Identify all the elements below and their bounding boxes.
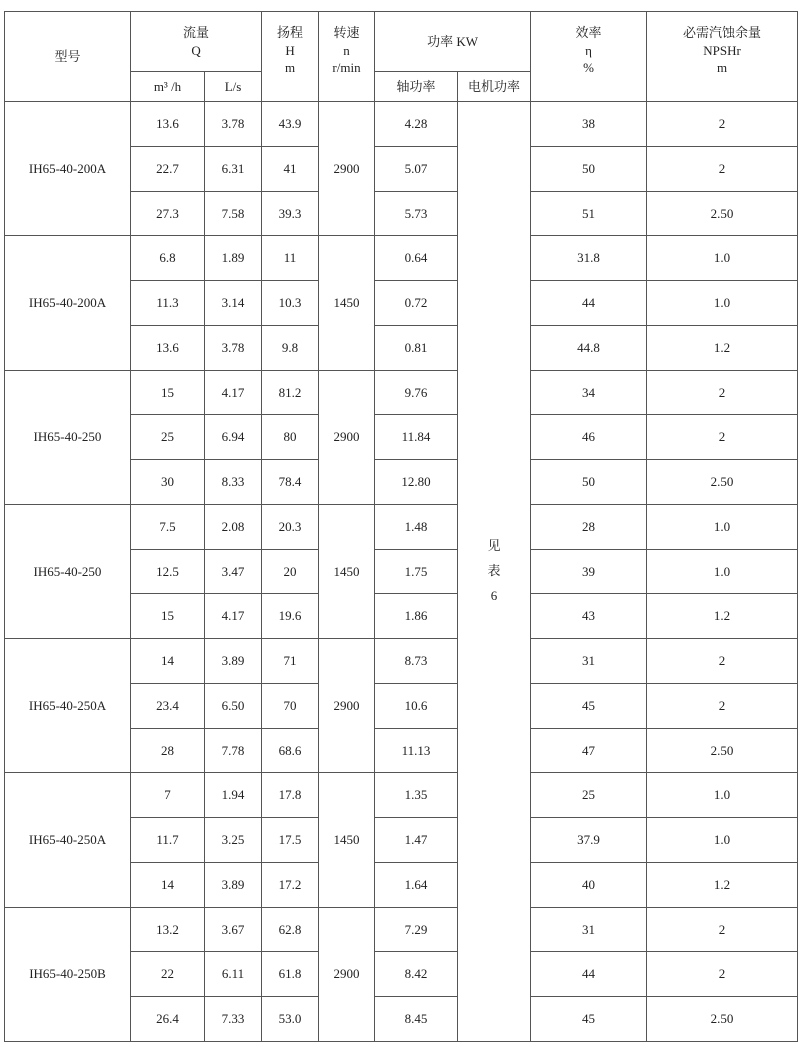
flow-m3h-cell: 25 [131, 415, 205, 460]
header-power: 功率 KW [375, 12, 531, 72]
efficiency-cell: 45 [531, 683, 647, 728]
head-cell: 39.3 [262, 191, 319, 236]
flow-m3h-cell: 15 [131, 594, 205, 639]
efficiency-cell: 44 [531, 281, 647, 326]
motor-power-note [458, 102, 531, 1042]
npsh-cell: 1.2 [647, 862, 798, 907]
header-shaft-power: 轴功率 [375, 72, 458, 102]
shaft-power-cell: 1.64 [375, 862, 458, 907]
flow-ls-cell: 3.67 [205, 907, 262, 952]
efficiency-cell: 31 [531, 907, 647, 952]
flow-ls-cell: 3.14 [205, 281, 262, 326]
header-speed-unit: r/min [332, 60, 361, 76]
head-cell: 10.3 [262, 281, 319, 326]
shaft-power-cell: 5.73 [375, 191, 458, 236]
model-cell: IH65-40-200A [5, 236, 131, 370]
head-cell: 17.5 [262, 818, 319, 863]
flow-ls-cell: 7.78 [205, 728, 262, 773]
flow-ls-cell: 6.31 [205, 146, 262, 191]
header-flow-label: 流量 [183, 24, 210, 40]
efficiency-cell: 34 [531, 370, 647, 415]
flow-ls-cell: 3.47 [205, 549, 262, 594]
npsh-cell: 2 [647, 907, 798, 952]
shaft-power-cell: 0.81 [375, 325, 458, 370]
header-flow [131, 12, 262, 72]
npsh-cell: 2 [647, 370, 798, 415]
npsh-cell: 2 [647, 683, 798, 728]
speed-cell: 2900 [319, 907, 375, 1042]
table-row [5, 504, 798, 549]
flow-ls-cell: 7.58 [205, 191, 262, 236]
npsh-cell: 1.0 [647, 236, 798, 281]
flow-ls-cell: 2.08 [205, 504, 262, 549]
shaft-power-cell: 11.84 [375, 415, 458, 460]
speed-cell: 2900 [319, 370, 375, 504]
flow-ls-cell: 6.11 [205, 952, 262, 997]
flow-m3h-cell: 22 [131, 952, 205, 997]
motor-power-note-char: 6 [490, 587, 498, 603]
npsh-cell: 1.2 [647, 594, 798, 639]
header-head-unit: m [284, 60, 296, 76]
efficiency-cell: 28 [531, 504, 647, 549]
flow-m3h-cell: 27.3 [131, 191, 205, 236]
npsh-cell: 2 [647, 952, 798, 997]
efficiency-cell: 38 [531, 102, 647, 147]
head-cell: 61.8 [262, 952, 319, 997]
shaft-power-cell: 10.6 [375, 683, 458, 728]
efficiency-cell: 47 [531, 728, 647, 773]
npsh-cell: 2.50 [647, 997, 798, 1042]
head-cell: 9.8 [262, 325, 319, 370]
efficiency-cell: 37.9 [531, 818, 647, 863]
efficiency-cell: 43 [531, 594, 647, 639]
shaft-power-cell: 0.72 [375, 281, 458, 326]
shaft-power-cell: 1.48 [375, 504, 458, 549]
motor-power-note-char: 表 [487, 563, 501, 579]
head-cell: 43.9 [262, 102, 319, 147]
flow-m3h-cell: 22.7 [131, 146, 205, 191]
flow-m3h-cell: 28 [131, 728, 205, 773]
table-row [5, 370, 798, 415]
npsh-cell: 2 [647, 102, 798, 147]
header-npsh [647, 12, 798, 102]
header-eff-unit: % [583, 60, 594, 76]
flow-ls-cell: 3.89 [205, 639, 262, 684]
npsh-cell: 1.0 [647, 773, 798, 818]
speed-cell: 1450 [319, 236, 375, 370]
motor-power-note-char: 见 [487, 538, 501, 554]
model-cell: IH65-40-250B [5, 907, 131, 1042]
shaft-power-cell: 8.45 [375, 997, 458, 1042]
flow-m3h-cell: 7.5 [131, 504, 205, 549]
head-cell: 11 [262, 236, 319, 281]
header-head-symbol: H [285, 42, 295, 58]
shaft-power-cell: 1.35 [375, 773, 458, 818]
npsh-cell: 1.0 [647, 281, 798, 326]
speed-cell: 1450 [319, 504, 375, 638]
table-row [5, 639, 798, 684]
flow-m3h-cell: 26.4 [131, 997, 205, 1042]
table-body [5, 102, 798, 1042]
header-model: 型号 [5, 12, 131, 102]
head-cell: 70 [262, 683, 319, 728]
table-header [5, 12, 798, 102]
head-cell: 20.3 [262, 504, 319, 549]
header-speed-label: 转速 [333, 25, 360, 40]
head-cell: 80 [262, 415, 319, 460]
header-speed-symbol: n [343, 42, 350, 58]
model-cell: IH65-40-250 [5, 370, 131, 504]
header-eff-label: 效率 [575, 25, 602, 40]
efficiency-cell: 50 [531, 146, 647, 191]
model-cell: IH65-40-200A [5, 102, 131, 236]
shaft-power-cell: 8.42 [375, 952, 458, 997]
header-npsh-symbol: NPSHr [703, 42, 741, 58]
shaft-power-cell: 1.75 [375, 549, 458, 594]
flow-m3h-cell: 12.5 [131, 549, 205, 594]
efficiency-cell: 50 [531, 460, 647, 505]
speed-cell: 2900 [319, 639, 375, 773]
header-head-label: 扬程 [277, 25, 304, 40]
efficiency-cell: 40 [531, 862, 647, 907]
npsh-cell: 1.0 [647, 818, 798, 863]
flow-ls-cell: 3.25 [205, 818, 262, 863]
shaft-power-cell: 1.86 [375, 594, 458, 639]
flow-ls-cell: 1.89 [205, 236, 262, 281]
table-row [5, 907, 798, 952]
shaft-power-cell: 7.29 [375, 907, 458, 952]
model-cell: IH65-40-250A [5, 639, 131, 773]
flow-ls-cell: 8.33 [205, 460, 262, 505]
flow-ls-cell: 6.50 [205, 683, 262, 728]
header-npsh-label: 必需汽蚀余量 [683, 25, 762, 40]
head-cell: 62.8 [262, 907, 319, 952]
header-efficiency [531, 12, 647, 102]
npsh-cell: 2 [647, 146, 798, 191]
flow-m3h-cell: 15 [131, 370, 205, 415]
header-head [262, 12, 319, 102]
head-cell: 71 [262, 639, 319, 684]
npsh-cell: 1.0 [647, 549, 798, 594]
npsh-cell: 2 [647, 415, 798, 460]
efficiency-cell: 51 [531, 191, 647, 236]
flow-ls-cell: 1.94 [205, 773, 262, 818]
head-cell: 17.2 [262, 862, 319, 907]
flow-ls-cell: 3.89 [205, 862, 262, 907]
flow-ls-cell: 4.17 [205, 594, 262, 639]
head-cell: 68.6 [262, 728, 319, 773]
flow-m3h-cell: 13.2 [131, 907, 205, 952]
header-motor-power: 电机功率 [458, 72, 531, 102]
header-eff-symbol: η [585, 42, 592, 58]
flow-m3h-cell: 30 [131, 460, 205, 505]
flow-m3h-cell: 14 [131, 862, 205, 907]
table-row [5, 102, 798, 147]
head-cell: 81.2 [262, 370, 319, 415]
shaft-power-cell: 1.47 [375, 818, 458, 863]
speed-cell: 2900 [319, 102, 375, 236]
head-cell: 19.6 [262, 594, 319, 639]
head-cell: 41 [262, 146, 319, 191]
head-cell: 17.8 [262, 773, 319, 818]
table-row [5, 773, 798, 818]
flow-m3h-cell: 23.4 [131, 683, 205, 728]
flow-m3h-cell: 13.6 [131, 102, 205, 147]
shaft-power-cell: 0.64 [375, 236, 458, 281]
flow-m3h-cell: 13.6 [131, 325, 205, 370]
speed-cell: 1450 [319, 773, 375, 907]
efficiency-cell: 25 [531, 773, 647, 818]
npsh-cell: 2.50 [647, 460, 798, 505]
flow-ls-cell: 7.33 [205, 997, 262, 1042]
head-cell: 78.4 [262, 460, 319, 505]
header-flow-symbol: Q [191, 42, 201, 58]
table-row [5, 236, 798, 281]
npsh-cell: 1.0 [647, 504, 798, 549]
flow-ls-cell: 3.78 [205, 102, 262, 147]
flow-m3h-cell: 7 [131, 773, 205, 818]
shaft-power-cell: 9.76 [375, 370, 458, 415]
header-speed [319, 12, 375, 102]
flow-m3h-cell: 11.3 [131, 281, 205, 326]
npsh-cell: 1.2 [647, 325, 798, 370]
flow-m3h-cell: 6.8 [131, 236, 205, 281]
flow-m3h-cell: 14 [131, 639, 205, 684]
flow-ls-cell: 4.17 [205, 370, 262, 415]
shaft-power-cell: 5.07 [375, 146, 458, 191]
model-cell: IH65-40-250 [5, 504, 131, 638]
efficiency-cell: 31 [531, 639, 647, 684]
npsh-cell: 2.50 [647, 191, 798, 236]
pump-performance-table [4, 11, 798, 1042]
shaft-power-cell: 12.80 [375, 460, 458, 505]
efficiency-cell: 45 [531, 997, 647, 1042]
shaft-power-cell: 11.13 [375, 728, 458, 773]
head-cell: 20 [262, 549, 319, 594]
head-cell: 53.0 [262, 997, 319, 1042]
efficiency-cell: 44.8 [531, 325, 647, 370]
npsh-cell: 2 [647, 639, 798, 684]
flow-m3h-cell: 11.7 [131, 818, 205, 863]
header-npsh-unit: m [716, 60, 728, 76]
flow-ls-cell: 3.78 [205, 325, 262, 370]
shaft-power-cell: 8.73 [375, 639, 458, 684]
efficiency-cell: 44 [531, 952, 647, 997]
efficiency-cell: 39 [531, 549, 647, 594]
npsh-cell: 2.50 [647, 728, 798, 773]
model-cell: IH65-40-250A [5, 773, 131, 907]
efficiency-cell: 31.8 [531, 236, 647, 281]
efficiency-cell: 46 [531, 415, 647, 460]
flow-ls-cell: 6.94 [205, 415, 262, 460]
header-flow-unit-ls: L/s [205, 72, 262, 102]
header-flow-unit-m3h: m³ /h [131, 72, 205, 102]
shaft-power-cell: 4.28 [375, 102, 458, 147]
